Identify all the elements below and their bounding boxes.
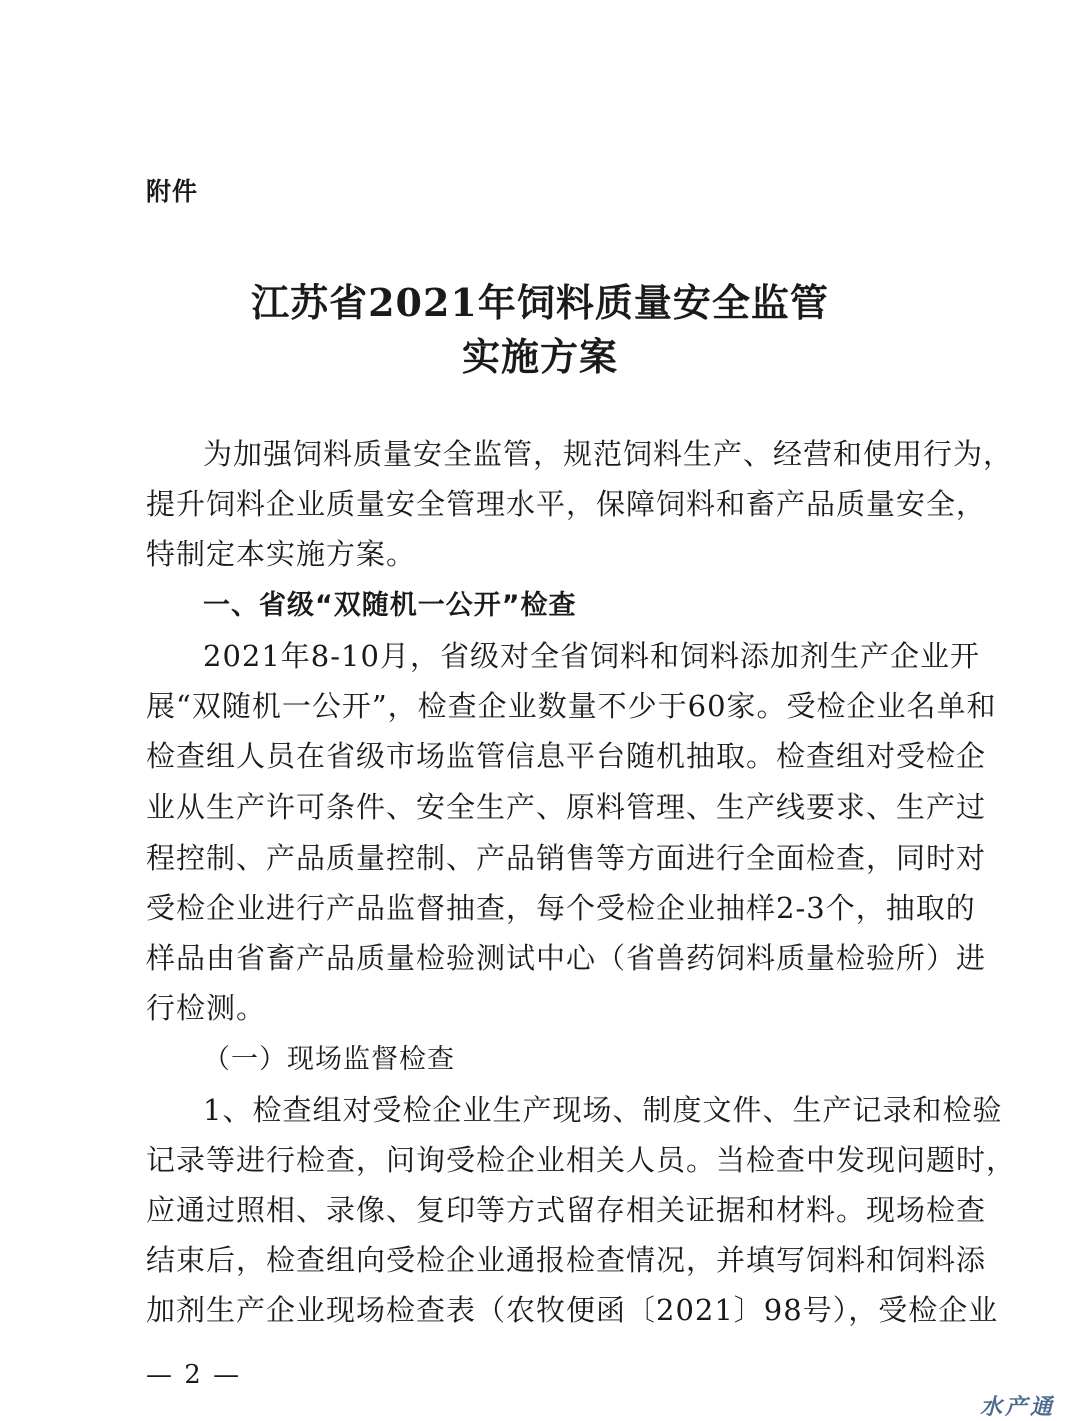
attachment-label: 附件 — [146, 177, 199, 206]
page-number: — 2 — — [146, 1360, 242, 1390]
subsection-heading: （一）现场监督检查 — [203, 1044, 455, 1075]
section1-line: 程控制、产品质量控制、产品销售等方面进行全面检查，同时对 — [146, 841, 987, 875]
section1-line: 行检测。 — [146, 991, 267, 1025]
section1-line: 样品由省畜产品质量检验测试中心（省兽药饲料质量检验所）进 — [146, 941, 987, 975]
section1-line: 受检企业进行产品监督抽查，每个受检企业抽样2-3个，抽取的 — [146, 891, 976, 925]
section1-line: 展“双随机一公开”，检查企业数量不少于60家。受检企业名单和 — [146, 689, 997, 723]
intro-line: 提升饲料企业质量安全管理水平，保障饲料和畜产品质量安全， — [146, 487, 987, 521]
subsection1-line: 1、检查组对受检企业生产现场、制度文件、生产记录和检验 — [203, 1093, 1003, 1127]
document-title-line-2: 实施方案 — [461, 334, 618, 379]
subsection1-line: 记录等进行检查，问询受检企业相关人员。当检查中发现问题时， — [146, 1143, 1017, 1177]
document-title-line-1: 江苏省2021年饲料质量安全监管 — [251, 280, 829, 325]
section-heading: 一、省级“双随机一公开”检查 — [203, 590, 577, 621]
section1-line: 2021年8-10月，省级对全省饲料和饲料添加剂生产企业开 — [203, 639, 980, 673]
subsection1-line: 加剂生产企业现场检查表（农牧便函〔2021〕98号），受检企业 — [146, 1293, 999, 1327]
subsection1-line: 应通过照相、录像、复印等方式留存相关证据和材料。现场检查 — [146, 1193, 987, 1227]
intro-line: 特制定本实施方案。 — [146, 537, 417, 571]
section1-line: 业从生产许可条件、安全生产、原料管理、生产线要求、生产过 — [146, 790, 987, 824]
subsection1-line: 结束后，检查组向受检企业通报检查情况，并填写饲料和饲料添 — [146, 1243, 987, 1277]
intro-line: 为加强饲料质量安全监管，规范饲料生产、经营和使用行为， — [203, 437, 1014, 471]
watermark-logo: 水产通 — [980, 1395, 1056, 1420]
section1-line: 检查组人员在省级市场监管信息平台随机抽取。检查组对受检企 — [146, 739, 987, 773]
